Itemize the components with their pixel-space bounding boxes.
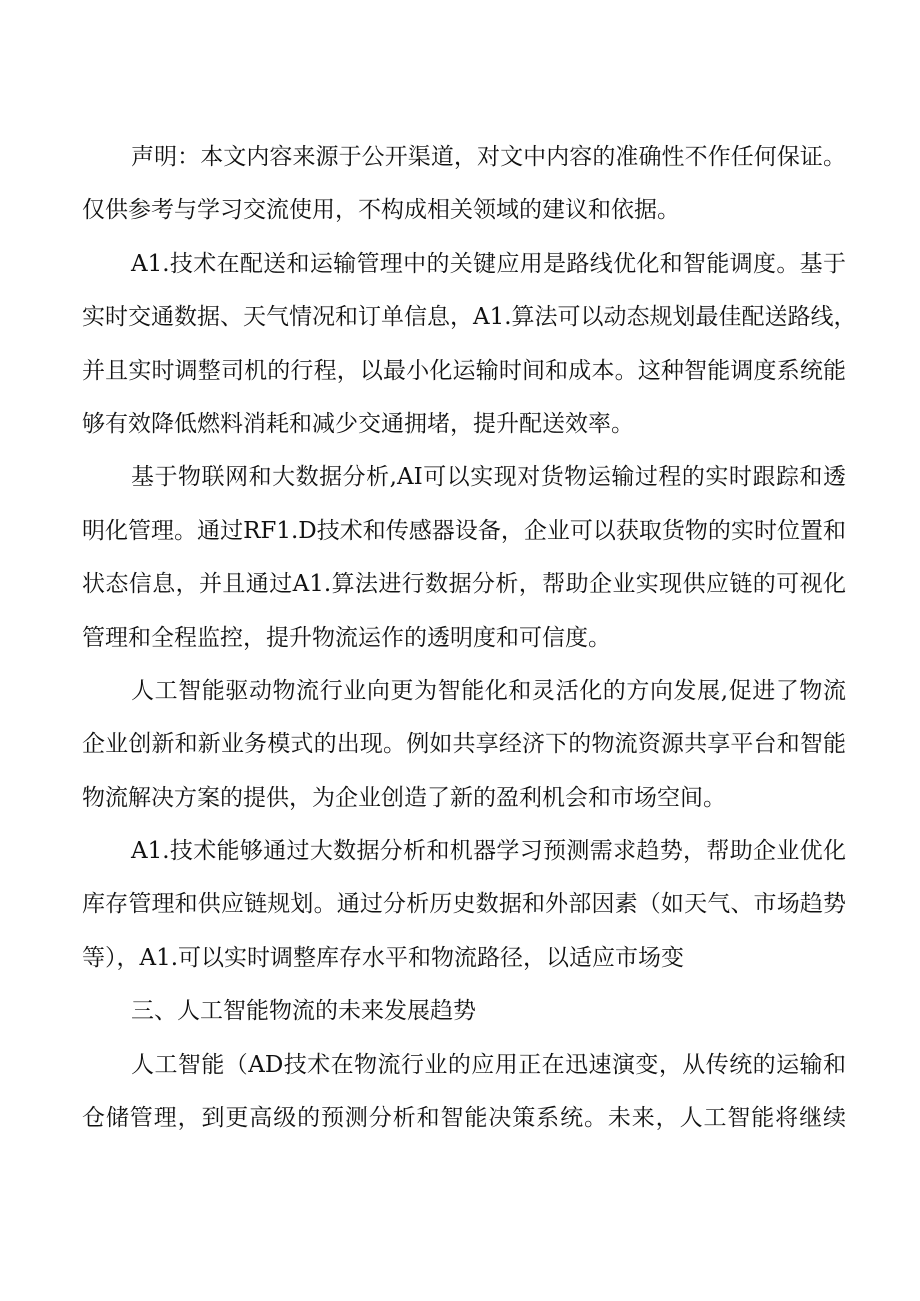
- text-line: 够有效降低燃料消耗和减少交通拥堵，提升配送效率。: [82, 410, 634, 437]
- paragraph-tracking: [82, 451, 846, 665]
- text-line: 企业创新和新业务模式的出现。例如共享经济下的物流资源共享平台和智能: [82, 731, 846, 758]
- text-line: 状态信息，并且通过A1.算法进行数据分析，帮助企业实现供应链的可视化: [82, 571, 846, 598]
- text-line: 人工智能（AD技术在物流行业的应用正在迅速演变，从传统的运输和: [131, 1051, 846, 1078]
- text-line: 管理和全程监控，提升物流运作的透明度和可信度。: [82, 624, 611, 651]
- text-line: 并且实时调整司机的行程，以最小化运输时间和成本。这种智能调度系统能: [82, 357, 846, 384]
- text-line: A1.技术在配送和运输管理中的关键应用是路线优化和智能调度。基于: [131, 250, 846, 277]
- text-line: 仓储管理，到更高级的预测分析和智能决策系统。未来，人工智能将继续: [82, 1105, 846, 1132]
- text-line: 等），A1.可以实时调整库存水平和物流路径，以适应市场变: [82, 944, 685, 971]
- text-line: 基于物联网和大数据分析,AI可以实现对货物运输过程的实时跟踪和透: [131, 464, 846, 491]
- document-page: [82, 131, 857, 1145]
- paragraph-demand-forecast: [82, 825, 846, 985]
- text-line: A1.技术能够通过大数据分析和机器学习预测需求趋势，帮助企业优化: [131, 838, 846, 865]
- text-line: 明化管理。通过RF1.D技术和传感器设备，企业可以获取货物的实时位置和: [82, 517, 846, 544]
- paragraph-future-trends: [82, 1039, 846, 1146]
- text-line: 库存管理和供应链规划。通过分析历史数据和外部因素（如天气、市场趋势: [82, 891, 846, 918]
- disclaimer-paragraph: [82, 131, 846, 238]
- text-line: 实时交通数据、天气情况和订单信息，A1.算法可以动态规划最佳配送路线，: [82, 304, 857, 331]
- paragraph-route-optimization: [82, 238, 857, 452]
- text-line: 仅供参考与学习交流使用，不构成相关领域的建议和依据。: [82, 197, 680, 224]
- section-heading: [82, 985, 846, 1038]
- text-line: 声明：本文内容来源于公开渠道，对文中内容的准确性不作任何保证。: [131, 144, 846, 170]
- text-line: 人工智能驱动物流行业向更为智能化和灵活化的方向发展,促进了物流: [131, 677, 846, 704]
- paragraph-innovation: [82, 665, 846, 825]
- text-line: 物流解决方案的提供，为企业创造了新的盈利机会和市场空间。: [82, 784, 726, 811]
- heading-line: 三、人工智能物流的未来发展趋势: [131, 998, 476, 1025]
